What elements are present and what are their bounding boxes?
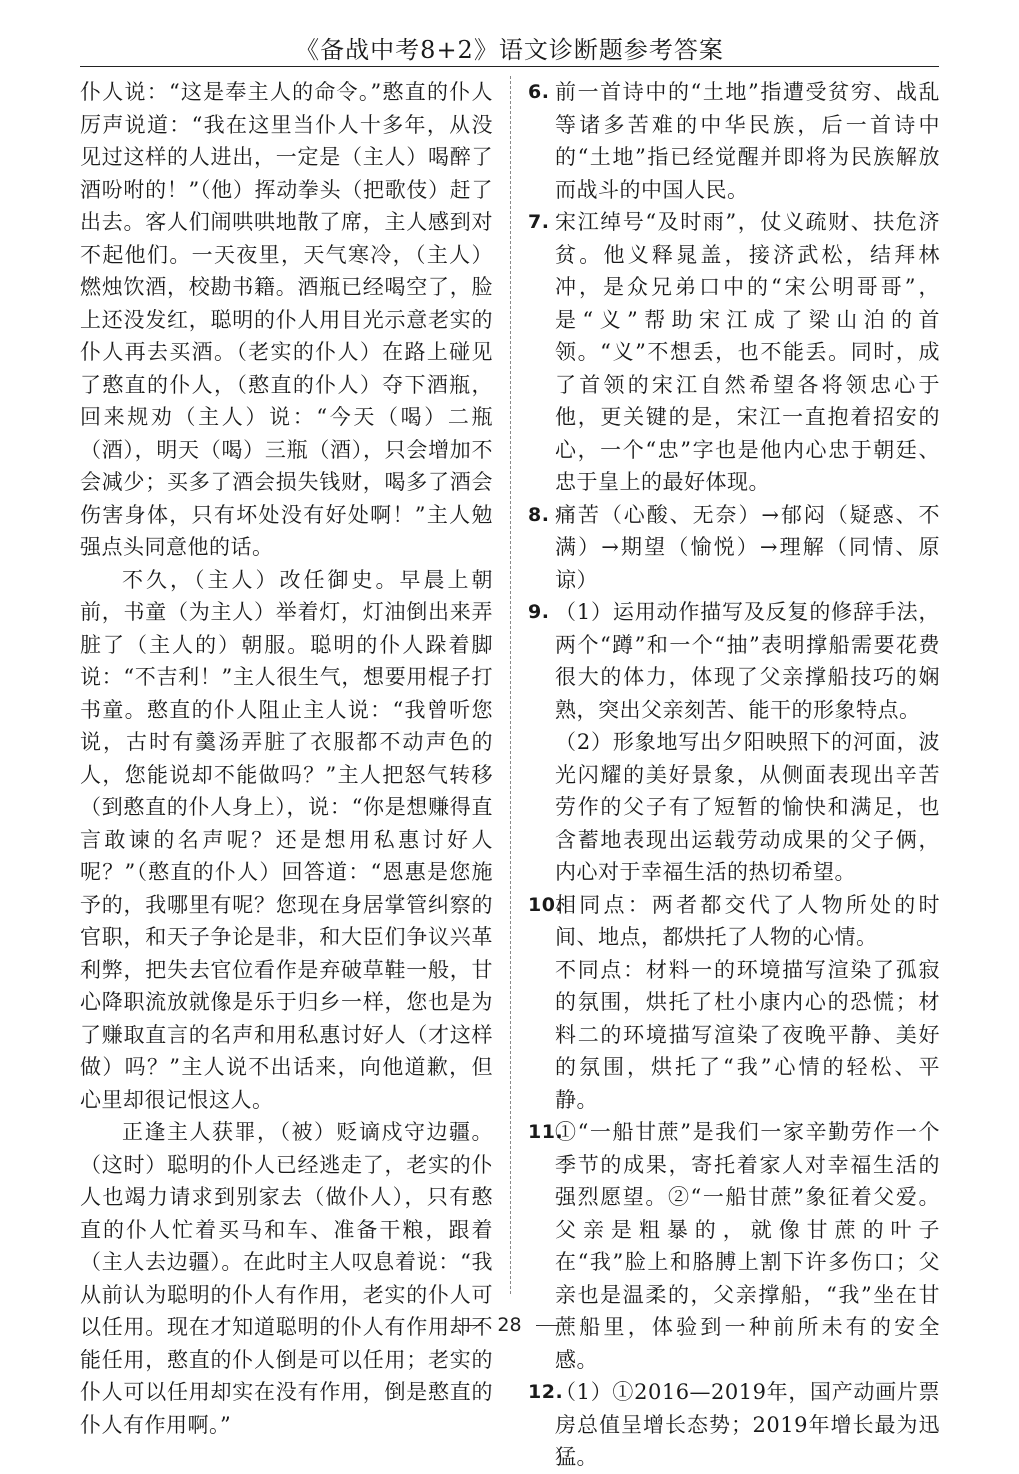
answer-text: 前一首诗中的“土地”指遭受贫穷、战乱等诸多苦难的中华民族，后一首诗中的“土地”指已经觉醒并即将为民族解放而战斗的中国人民。 [555, 80, 940, 202]
page-footer [0, 1314, 1019, 1336]
answer-item-6 [528, 76, 940, 206]
column-divider [510, 76, 511, 1294]
answer-item-7 [528, 206, 940, 499]
answer-item-9 [528, 596, 940, 889]
answer-item-10 [528, 889, 940, 1117]
answer-number: 12. [528, 1381, 564, 1403]
answer-item-12 [528, 1376, 940, 1474]
translation-paragraph-3: 正逢主人获罪，（被）贬谪戍守边疆。（这时）聪明的仆人已经逃走了，老实的仆人也竭力请求到别家去（做仆人），只有憨直的仆人忙着买马和车、准备干粮，跟着（主人去边疆）。在此时主人叹息着说：“我从前认为聪明的仆人有作用，老实的仆人可以任用。现在才知道聪明的仆人有作用却不能任用，憨直的仆人倒是可以任用；老实的仆人可以任用却实在没有作用，倒是憨直的仆人有作用啊。” [80, 1120, 493, 1437]
answer-text: 痛苦（心酸、无奈）→郁闷（疑惑、不满）→期望（愉悦）→理解（同情、原谅） [555, 502, 940, 592]
answer-number: 7. [528, 211, 550, 233]
answer-text: 相同点：两者都交代了人物所处的时间、地点，都烘托了人物的心情。 [555, 892, 940, 949]
translation-paragraph-2: 不久，（主人）改任御史。早晨上朝前，书童（为主人）举着灯，灯油倒出来弄脏了（主人的）朝服。聪明的仆人跺着脚说：“不吉利！”主人很生气，想要用棍子打书童。憨直的仆人阻止主人说：“我曾听您说，古时有羹汤弄脏了衣服都不动声色的人，您能说却不能做吗？”主人把怒气转移（到憨直的仆人身上），说：“你是想赚得直言敢谏的名声呢？还是想用私惠讨好人呢？”（憨直的仆人）回答道：“恩惠是您施予的，我哪里有呢？您现在身居掌管纠察的官职，和天子争论是非，和大臣们争议兴革利弊，把失去官位看作是弃破草鞋一般，甘心降职流放就像是乐于归乡一样，您也是为了赚取直言的名声和用私惠讨好人（才这样做）吗？”主人说不出话来，向他道歉，但心里却很记恨这人。 [80, 567, 493, 1112]
answer-item-8 [528, 499, 940, 597]
translation-paragraph-1: 仆人说：“这是奉主人的命令。”憨直的仆人厉声说道：“我在这里当仆人十多年，从没见过这样的人进出，一定是（主人）喝醉了酒吩咐的！”（他）挥动拳头（把歌伎）赶了出去。客人们闹哄哄地散了席，主人感到对不起他们。一天夜里，天气寒冷，（主人）燃烛饮酒，校勘书籍。酒瓶已经喝空了，脸上还没发红，聪明的仆人用目光示意老实的仆人再去买酒。（老实的仆人）在路上碰见了憨直的仆人，（憨直的仆人）夺下酒瓶，回来规劝（主人）说：“今天（喝）二瓶（酒），明天（喝）三瓶（酒），只会增加不会减少；买多了酒会损失钱财，喝多了酒会伤害身体，只有坏处没有好处啊！”主人勉强点头同意他的话。 [80, 80, 493, 559]
answer-text: （1）运用动作描写及反复的修辞手法，两个“蹲”和一个“抽”表明撑船需要花费很大的体力，体现了父亲撑船技巧的娴熟，突出父亲刻苦、能干的形象特点。 [555, 600, 940, 722]
page-header [80, 12, 939, 67]
right-column [528, 76, 940, 1474]
footer-dash-left [461, 1325, 483, 1326]
answer-text: （1）①2016—2019年，国产动画片票房总值呈增长态势；2019年增长最为迅猛。 [555, 1380, 940, 1469]
answer-number: 8. [528, 503, 550, 526]
page-title: 《备战中考8+2》语文诊断题参考答案 [295, 36, 724, 64]
answer-number: 9. [528, 601, 550, 623]
answer-text: ①“一船甘蔗”是我们一家辛勤劳作一个季节的成果，寄托着家人对幸福生活的强烈愿望。②“一船甘蔗”象征着父爱。父亲是粗暴的，就像甘蔗的叶子在“我”脸上和胳膊上割下许多伤口；父亲也是温柔的，父亲撑船，“我”坐在甘蔗船里，体验到一种前所未有的安全感。 [555, 1120, 940, 1372]
answer-number: 6. [528, 81, 550, 103]
answer-text: 宋江绰号“及时雨”，仗义疏财、扶危济贫。他义释晁盖，接济武松，结拜林冲，是众兄弟口中的“宋公明哥哥”，是“义”帮助宋江成了梁山泊的首领。“义”不想丢，也不能丢。同时，成了首领的宋江自然希望各将领忠心于他，更关键的是，宋江一直抱着招安的心，一个“忠”字也是他内心忠于朝廷、忠于皇上的最好体现。 [555, 210, 940, 494]
answer-text-part-2: 不同点：材料一的环境描写渲染了孤寂的氛围，烘托了杜小康内心的恐慌；材料二的环境描写渲染了夜晚平静、美好的氛围，烘托了“我”心情的轻松、平静。 [555, 957, 940, 1112]
answer-text-part-2: （2）形象地写出夕阳映照下的河面，波光闪耀的美好景象，从侧面表现出辛苦劳作的父子有了短暂的愉快和满足，也含蓄地表现出运载劳动成果的父子俩，内心对于幸福生活的热切希望。 [555, 730, 940, 884]
answer-number: 10. [528, 893, 564, 916]
answer-item-11 [528, 1116, 940, 1376]
left-column [80, 76, 493, 1441]
answer-number: 11. [528, 1121, 564, 1143]
page-number: 28 [497, 1314, 522, 1336]
footer-dash-right [536, 1325, 558, 1326]
